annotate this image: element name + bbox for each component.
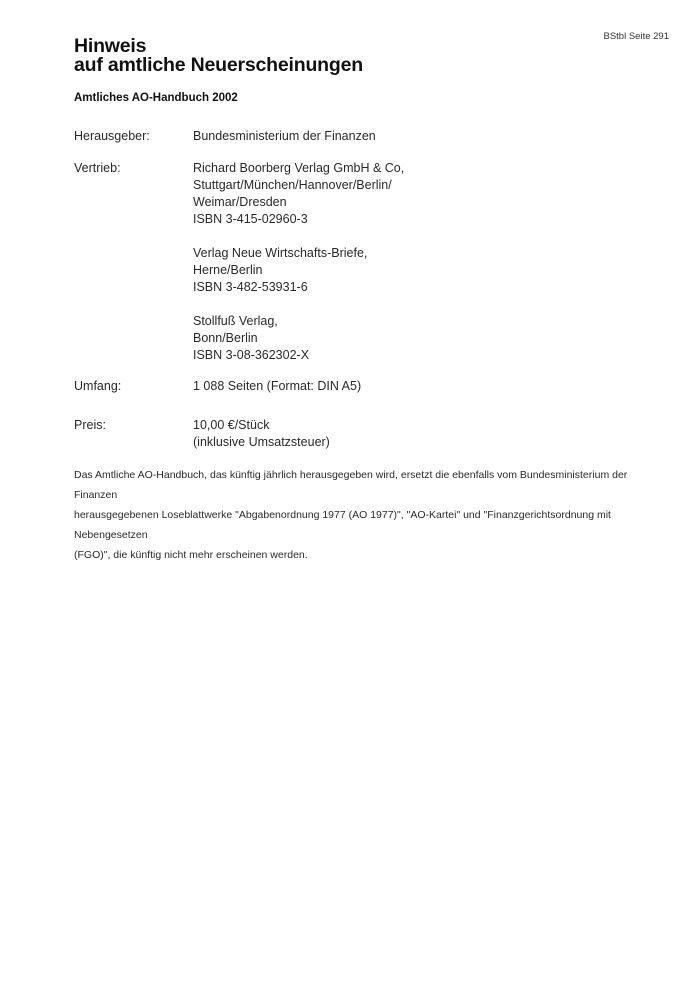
field-label-preis: Preis: xyxy=(74,418,106,432)
publisher-block-stollfuss xyxy=(193,313,634,364)
value-line: Weimar/Dresden xyxy=(193,195,287,209)
field-label-vertrieb: Vertrieb: xyxy=(74,161,121,175)
detail-row-herausgeber xyxy=(74,128,634,145)
field-value-umfang xyxy=(193,378,634,395)
footnote-line: (FGO)", die künftig nicht mehr erscheinen werden. xyxy=(74,549,308,561)
value-line: Bonn/Berlin xyxy=(193,331,258,345)
value-line: 10,00 €/Stück xyxy=(193,418,270,432)
title-line-2: auf amtliche Neuerscheinungen xyxy=(74,53,363,76)
value-line: Bundesministerium der Finanzen xyxy=(193,129,376,143)
value-line: 1 088 Seiten (Format: DIN A5) xyxy=(193,379,362,393)
document-subtitle: Amtliches AO-Handbuch 2002 xyxy=(74,92,238,104)
page-ref: BStbl Seite 291 xyxy=(603,31,669,42)
footnote-line: Das Amtliche AO-Handbuch, das künftig jährlich herausgegeben wird, ersetzt die ebenfalls vom Bundesministerium der Finanzen xyxy=(74,469,628,501)
publisher-block-nwb xyxy=(193,245,634,296)
footnote-line: herausgegebenen Loseblattwerke "Abgabenordnung 1977 (AO 1977)", "AO-Kartei" und "Finanzgerichtsordnung mit Nebengesetzen xyxy=(74,509,611,541)
details-list xyxy=(74,128,634,451)
detail-row-preis xyxy=(74,417,634,451)
field-value-preis xyxy=(193,417,634,451)
value-block xyxy=(193,378,634,395)
field-value-herausgeber xyxy=(193,128,634,145)
value-block xyxy=(193,128,634,145)
page-content xyxy=(74,37,634,565)
value-line: Stollfuß Verlag, xyxy=(193,314,278,328)
footnote-paragraph xyxy=(74,465,634,565)
value-line: ISBN 3-08-362302-X xyxy=(193,348,310,362)
publisher-block-boorberg xyxy=(193,160,634,228)
value-line: ISBN 3-415-02960-3 xyxy=(193,212,308,226)
value-line: Stuttgart/München/Hannover/Berlin/ xyxy=(193,178,392,192)
detail-row-umfang xyxy=(74,378,634,395)
field-label-herausgeber: Herausgeber: xyxy=(74,129,150,143)
value-line: ISBN 3-482-53931-6 xyxy=(193,280,308,294)
detail-row-vertrieb xyxy=(74,160,634,364)
title-line-1: Hinweis xyxy=(74,35,147,57)
field-value-vertrieb xyxy=(193,160,634,364)
value-line: Verlag Neue Wirtschafts-Briefe, xyxy=(193,246,368,260)
value-line: Richard Boorberg Verlag GmbH & Co, xyxy=(193,161,405,175)
value-block xyxy=(193,417,634,451)
value-line: (inklusive Umsatzsteuer) xyxy=(193,435,330,449)
value-line: Herne/Berlin xyxy=(193,263,263,277)
field-label-umfang: Umfang: xyxy=(74,379,122,393)
page-title xyxy=(74,37,634,74)
